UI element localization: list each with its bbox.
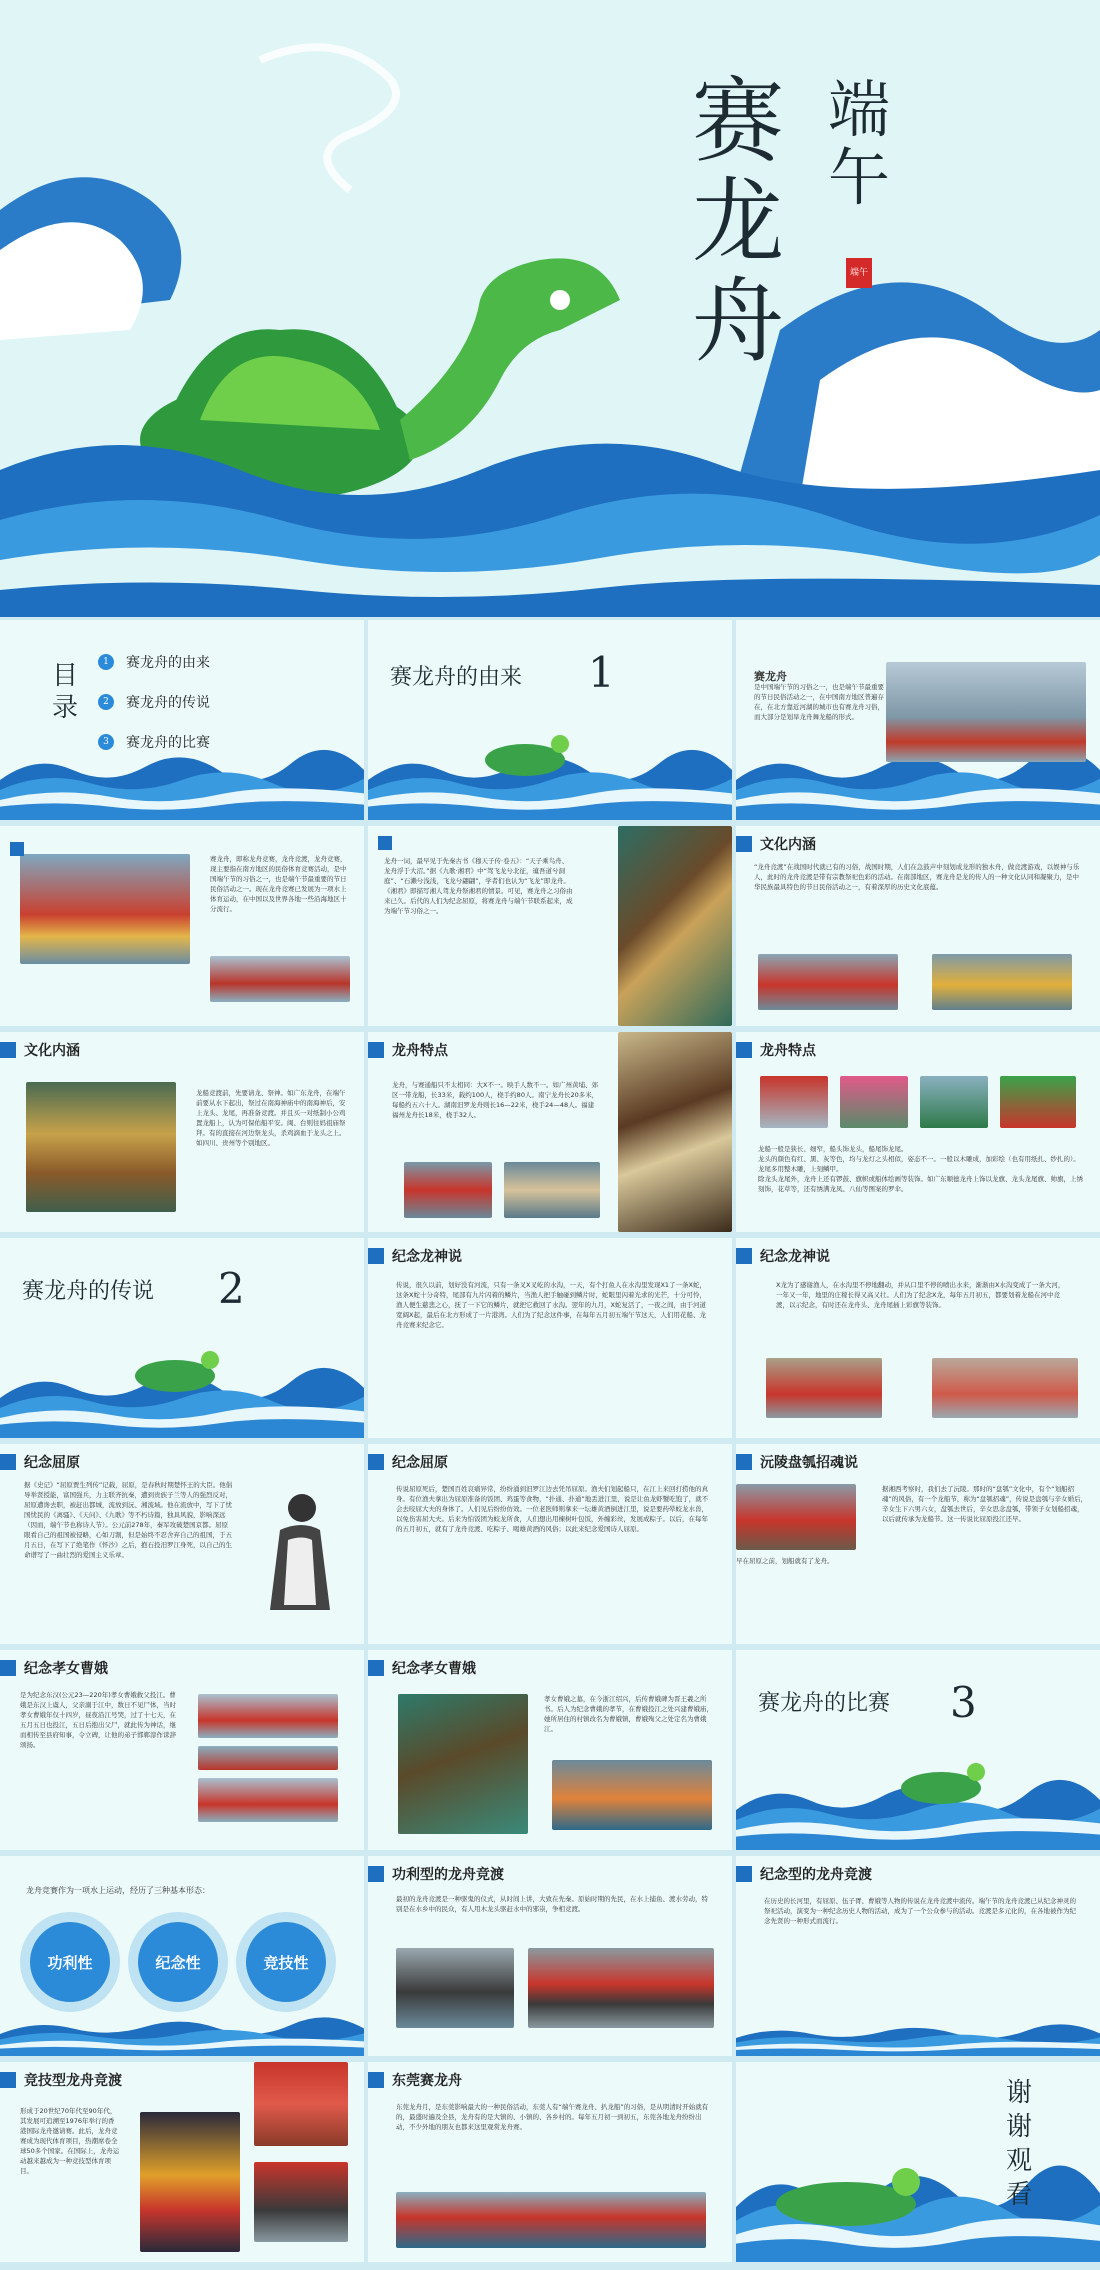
- aerial-boat-photo: [618, 826, 732, 1026]
- title-bar: [368, 2072, 384, 2088]
- slide-6[interactable]: [736, 826, 1100, 1026]
- rowers-photo: [20, 854, 190, 964]
- body-text: 赛龙舟，即称龙舟竞赛，龙舟竞渡，龙舟竞赛，现主要指在南方地区的民俗体育竞赛活动，是中国端午节的习俗之一，也是端午节最重要的节日民俗活动之一。现在龙舟竞赛已发展为一项水上体育运动，在中国以及世界各地一些沿海地区十分流行。: [210, 855, 347, 913]
- slide-17[interactable]: [368, 1650, 732, 1850]
- slide-15[interactable]: [736, 1444, 1100, 1644]
- section-number: 3: [950, 1678, 977, 1727]
- corner-mark: [378, 836, 392, 850]
- circle-competitive[interactable]: 竞技性: [246, 1922, 326, 2002]
- slide-22[interactable]: [0, 2062, 364, 2262]
- cover-slide[interactable]: [0, 0, 1100, 617]
- slide-title: 纪念孝女曹娥: [392, 1661, 476, 1677]
- slide-5[interactable]: [368, 826, 732, 1026]
- body-text: 据《史记》“屈原贾生列传”记载，屈原，是春秋时期楚怀王的大臣。他倡导举贤授能，富国强兵，力主联齐抗秦，遭到贵族子兰等人的强烈反对，屈原遭谗去职，被赶出都城，流放到沅、湘流域。他在流放中，写下了忧国忧民的《离骚》、《天问》、《九歌》等不朽诗篇，独具风貌，影响深远（因而，端午节也称诗人节）。公元前278年，秦军攻破楚国京都。屈原眼看自己的祖国被侵略，心如刀割，但是始终不忍舍弃自己的祖国，于五月五日，在写下了绝笔作《怀沙》之后，抱石投汨罗江身死，以自己的生命谱写了一曲壮烈的爱国主义乐章。: [24, 1481, 233, 1559]
- body-text: 龙船竞渡前，先要请龙、祭神。如广东龙舟，在端午前要从水下起出，祭过在南海神庙中的南海神后，安上龙头、龙尾，再准备竞渡。并且买一对纸制小公鸡置龙船上，认为可保佑船平安。闽、台则往妈祖庙祭拜。有的直接在河边祭龙头，杀鸡滴血于龙头之上。如四川、贵州等个别地区。: [196, 1089, 346, 1147]
- slide-title: 文化内涵: [24, 1043, 80, 1059]
- circle-commemorative[interactable]: 纪念性: [138, 1922, 218, 2002]
- slide-14[interactable]: [368, 1444, 732, 1644]
- dragon-icon: [766, 2162, 926, 2232]
- title-bar: [0, 1454, 16, 1470]
- fire-boat-photo: [140, 2112, 240, 2252]
- race-photo-2: [528, 1948, 714, 2028]
- boat-photo-2: [198, 1746, 338, 1770]
- lead-term: 赛龙舟: [754, 670, 787, 683]
- toc-label-1: 赛龙舟的由来: [126, 655, 210, 671]
- body-text: 孝女曹娥之墓，在今浙江绍兴，后传曹娥碑为晋王羲之所书。后人为纪念曹娥的孝节，在曹娥投江之处兴建曹娥庙，她所居住的村镇改名为曹娥镇，曹娥殉父之处定名为曹娥江。: [544, 1695, 713, 1733]
- body-text: 是为纪念东汉(公元23—220年)孝女曹娥救父投江。曹娥是东汉上虞人，父亲溺于江中，数日不见尸体，当时孝女曹娥年仅十四岁，昼夜沿江号哭，过了十七天，在五月五日也投江，五日后抱出父尸，就此传为神话，继而相传至县府知事，令立碑，让他的弟子邯郸淳作诔辞颂扬。: [20, 1691, 176, 1749]
- slide-title: 东莞赛龙舟: [392, 2073, 462, 2089]
- title-bar: [0, 1042, 16, 1058]
- thanks-text: 谢谢观看: [1006, 2078, 1033, 2210]
- bullet-3: 除龙头龙尾外，龙舟上还有锣鼓、旗帜或船体绘画等装饰。如广东顺德龙舟上饰以龙旗、龙头龙尾旗、帅旗，上绣刻饰，花草等，还有绣满龙凤、八仙等图案的罗伞。: [758, 1175, 1083, 1193]
- dragon-boat-photo: [886, 662, 1086, 762]
- body-text: 在历史的长河里，有屈原、伍子胥、曹娥等人物的传说在龙舟竞渡中流传。端午节的龙舟竞渡已从纪念神灵的祭祀活动，演变为一种纪念历史人物的活动，成为了一个公众参与的活动。竞渡是多元化的，在各地被作为纪念先贤的一种形式而流行。: [764, 1897, 1076, 1925]
- slide-title: 纪念孝女曹娥: [24, 1661, 108, 1677]
- boat-photo-1: [198, 1694, 338, 1738]
- toc-num-3: 3: [98, 734, 114, 750]
- section-number: 1: [588, 648, 615, 697]
- slide-title: 纪念屈原: [392, 1455, 448, 1471]
- body-text: 形成于20世纪70年代至90年代，其发展可追溯至1976年举行的香港国际龙舟邀请赛。此后，龙舟竞赛成为现代体育项目，热潮席卷全球50多个国家。在国际上，龙舟运动越来越成为一种竞技型体育项目。: [20, 2107, 120, 2175]
- body-text: 据湘西考察时，我们去了沅陵。那时的“盘瓠”文化中，有个“划船招魂”的风俗，有一个龙船节，称为“盘瓠招魂”，传说是盘瓠与辛女婚后，辛女生下六男六女，盘瓠去世后，辛女思念盘瓠，带领子女划船招魂，以后就传承为龙船节。这一传说比屈原投江还早。: [882, 1485, 1088, 1523]
- dragon-head-photo-3: [920, 1076, 988, 1128]
- slide-title: 纪念龙神说: [392, 1249, 462, 1265]
- toc-label-2: 赛龙舟的传说: [126, 695, 210, 711]
- section-3-slide[interactable]: [736, 1650, 1100, 1850]
- bullet-1: 龙船一般是狭长、细窄，船头饰龙头，船尾饰龙尾。: [758, 1145, 908, 1153]
- body-text: “龙舟竞渡”在战国时代就已有的习俗，战国时期，人们在急鼓声中刻划成龙形的独木舟，做竞渡游戏，以娱神与乐人，此时的龙舟竞渡是带有宗教祭祀色彩的活动。在南部地区，赛龙舟是龙的传人的一种文化认同和凝聚力，是中华民族最具特色的节日民俗活动之一，有着深厚的历史文化底蕴。: [754, 863, 1080, 891]
- toc-item-1[interactable]: [98, 652, 210, 672]
- race-photo-2: [932, 1358, 1078, 1418]
- cover-illustration: [0, 0, 1100, 617]
- slide-20[interactable]: [368, 1856, 732, 2056]
- dragon-icon: [130, 1346, 220, 1396]
- boat-photo: [210, 956, 350, 1002]
- toc-num-2: 2: [98, 694, 114, 710]
- wave-decoration: [0, 740, 364, 820]
- slide-11[interactable]: [368, 1238, 732, 1438]
- race-photo-2: [932, 954, 1072, 1010]
- section-title: 赛龙舟的由来: [390, 665, 523, 690]
- slide-16[interactable]: [0, 1650, 364, 1850]
- rowers-photo-1: [254, 2062, 348, 2146]
- slide-23[interactable]: [368, 2062, 732, 2262]
- toc-title: 目录: [52, 661, 79, 723]
- slide-title: 文化内涵: [760, 837, 816, 853]
- body-text: 龙舟，与赛通船只不太相同：大X不一。映手人数不一。如广州黄埔、郊区一带龙船，长33米，载约100人，桡手约80人。南宁龙舟长20多米，每船约五六十人。湖南汨罗龙舟则长16—22米，桡手24—48人。福建福州龙舟长18米，桡手32人。: [392, 1081, 599, 1119]
- circle-utilitarian[interactable]: 功利性: [30, 1922, 110, 2002]
- title-bar: [736, 1248, 752, 1264]
- bullet-list: [758, 1144, 1084, 1224]
- body-text: 最初的龙舟竞渡是一种驱鬼的仪式，从时间上讲，大致在先秦。原始时期的先民，在水上捕鱼、渡水劳动，特别是在水乡中的民众，有人用木龙头驱赶水中的邪祟，争相竞渡。: [396, 1895, 708, 1913]
- race-photo-1: [396, 1948, 514, 2028]
- boats-closeup-photo: [618, 1032, 732, 1232]
- slide-3[interactable]: [736, 620, 1100, 820]
- slide-title: 龙舟特点: [760, 1043, 816, 1059]
- body-text: 是中国端午节的习俗之一，也是端午节最重要的节日民俗活动之一，在中国南方地区普遍存在，在北方靠近河湖的城市也有赛龙舟习俗，而大部分是划旱龙舟舞龙船的形式。: [754, 683, 884, 721]
- slide-title: 纪念型的龙舟竞渡: [760, 1867, 872, 1883]
- section-2-slide[interactable]: [0, 1238, 364, 1438]
- toc-item-2[interactable]: [98, 692, 210, 712]
- qu-yuan-portrait: [250, 1480, 340, 1620]
- body-text: 传说屈原死后，楚国百姓哀痛异常，纷纷涌到汨罗江边去凭吊屈原。渔夫们划起船只，在江上来回打捞他的真身。有位渔夫拿出为屈原准备的饭团、鸡蛋等食物，“扑通、扑通”地丢进江里，说是让鱼龙虾蟹吃饱了，就不会去咬屈大夫的身体了。人们见后纷纷仿效。一位老医师则拿来一坛雄黄酒倒进江里，说是要药晕蛟龙水兽，以免伤害屈大夫。后来为怕饭团为蛟龙所食，人们想出用楝树叶包饭，外缠彩丝，发展成粽子。以后，在每年的五月初五，就有了龙舟竞渡、吃粽子、喝雄黄酒的风俗；以此来纪念爱国诗人屈原。: [396, 1485, 709, 1533]
- corner-mark: [10, 842, 24, 856]
- title-bar: [0, 1660, 16, 1676]
- title-bar: [736, 1866, 752, 1882]
- bullet-2: 龙头的颜色有红、黑、灰等色，均与龙灯之头相似，姿态不一。一般以木雕成，加彩绘（也有用纸扎、纱扎的）。龙尾多用整木雕，上刻鳞甲。: [758, 1155, 1080, 1173]
- section-title: 赛龙舟的传说: [22, 1279, 155, 1304]
- slide-12[interactable]: [736, 1238, 1100, 1438]
- toc-num-1: 1: [98, 654, 114, 670]
- cover-title-main: 赛龙舟: [692, 68, 785, 375]
- body-text: X龙为了感谢渔人，在水沟里不停地翻动，并从口里不停的喷出水来，渐渐由X水沟变成了一条大河，一年又一年，地里的庄稼长得又高又壮。人们为了纪念X龙，每年五月初五，都要划着龙船在河中竞渡，以示纪念，有时还在龙舟头、龙舟尾插上彩旗等装饰。: [776, 1281, 1065, 1309]
- slide-title: 纪念龙神说: [760, 1249, 830, 1265]
- section-title: 赛龙舟的比赛: [758, 1691, 891, 1716]
- body-text: 龙舟一词，最早见于先秦古书《穆天子传·卷五》：“天子乘鸟舟、龙舟浮于大沼。”据《九歌·湘君》中“驾飞龙兮北征，邅吾道兮洞庭”、“石濑兮浅浅，飞龙兮翩翩”，学者们也认为“飞龙”即龙舟。《湘君》即描写湘人驾龙舟祭湘君的情景。可见，赛龙舟之习俗由来已久。后代的人们为纪念屈原，将赛龙舟与端午节联系起来，成为端午节习俗之一。: [384, 857, 573, 915]
- race-photo: [736, 1484, 856, 1550]
- slide-title: 龙舟特点: [392, 1043, 448, 1059]
- title-bar: [736, 1454, 752, 1470]
- body-text: 传说，很久以前，划好没有河流，只有一条叉X叉屹的水沟，一天，有个打鱼人在水沟里发现X1了一条X蛇，这条X蛇十分奇特，尾部有九片闪着的鳞片，当渔人把手触碰到鳞片时，蛇眼里闪着光求的光芒，十分可怜，渔人便生慈悲之心，抚了一下它的鳞片，就把它救回了水沟。翌年的九月，X蛇复活了，一夜之间，由于河道宽阔X起，最后在北方形成了一片港湾。人们为了纪念这件事，在每年五月初五端午节这天，人们用花船、龙舟竞赛来纪念它。: [396, 1281, 706, 1329]
- slide-8[interactable]: [368, 1032, 732, 1232]
- slide-title: 纪念屈原: [24, 1455, 80, 1471]
- boat-photo-2: [504, 1162, 600, 1218]
- body-text: 东莞龙舟月，是东莞影响最大的一种民俗活动，东莞人有“端午赛龙舟、扒龙船”的习俗，是从明清时开始就有的，最盛时遍及全县，龙舟有的是大镇的、小镇的、各乡村的。每年五月初一到初五，东莞各地龙舟纷纷出动，不少外地的朋友也都来这里观赏龙舟赛。: [396, 2103, 709, 2131]
- section-number: 2: [218, 1264, 245, 1313]
- photo-caption: 早在屈原之前，划船就有了龙舟。: [736, 1557, 834, 1565]
- slide-21[interactable]: [736, 1856, 1100, 2056]
- aerial-boats-photo: [26, 1082, 176, 1212]
- aerial-boat-photo: [398, 1694, 528, 1834]
- dragon-head-photo-4: [1000, 1076, 1076, 1128]
- wave-decoration: [736, 2020, 1100, 2056]
- ending-slide[interactable]: [736, 2062, 1100, 2262]
- dragon-icon: [896, 1758, 986, 1808]
- race-photo-1: [758, 954, 898, 1010]
- slide-4[interactable]: [0, 826, 364, 1026]
- slide-title: 功利型的龙舟竞渡: [392, 1867, 504, 1883]
- cover-seal: 端午: [846, 258, 872, 288]
- boat-photo-3: [198, 1778, 338, 1822]
- title-bar: [368, 1454, 384, 1470]
- title-bar: [368, 1248, 384, 1264]
- intro-text: 龙舟竞赛作为一项水上运动，经历了三种基本形态：: [26, 1886, 210, 1895]
- title-bar: [368, 1042, 384, 1058]
- cover-title-side: 端午: [828, 73, 891, 214]
- race-photo-1: [766, 1358, 882, 1418]
- dragon-head-photo-1: [760, 1076, 828, 1128]
- dragon-icon: [480, 730, 570, 780]
- toc-item-3[interactable]: [98, 732, 210, 752]
- slide-19[interactable]: [0, 1856, 364, 2056]
- slide-13[interactable]: [0, 1444, 364, 1644]
- title-bar: [736, 1042, 752, 1058]
- section-1-slide[interactable]: [368, 620, 732, 820]
- race-panorama-photo: [396, 2192, 706, 2248]
- slide-title: 竞技型龙舟竞渡: [24, 2073, 122, 2089]
- race-photo: [552, 1760, 712, 1830]
- slide-7[interactable]: [0, 1032, 364, 1232]
- toc-label-3: 赛龙舟的比赛: [126, 735, 210, 751]
- title-bar: [0, 2072, 16, 2088]
- title-bar: [368, 1866, 384, 1882]
- title-bar: [368, 1660, 384, 1676]
- wave-decoration: [0, 2012, 364, 2056]
- rowers-photo-2: [254, 2162, 348, 2242]
- title-bar: [736, 836, 752, 852]
- slide-9[interactable]: [736, 1032, 1100, 1232]
- toc-slide[interactable]: [0, 620, 364, 820]
- slide-title: 沅陵盘瓠招魂说: [760, 1455, 858, 1471]
- dragon-head-photo-2: [840, 1076, 908, 1128]
- boat-photo-1: [404, 1162, 492, 1218]
